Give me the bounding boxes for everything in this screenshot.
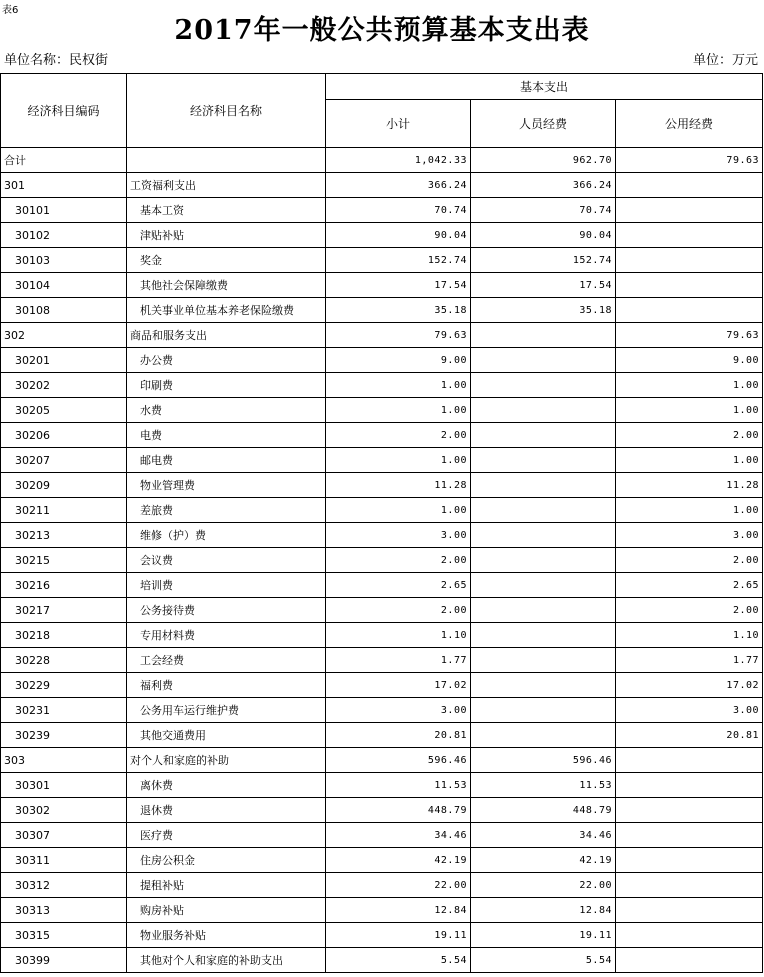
row-name: 医疗费: [127, 823, 326, 848]
row-subtotal: 1.77: [326, 648, 471, 673]
row-public: [616, 273, 763, 298]
table-row: [1, 398, 763, 423]
row-name: 会议费: [127, 548, 326, 573]
row-public: 1.10: [616, 623, 763, 648]
row-code: 30307: [1, 823, 127, 848]
table-row: [1, 198, 763, 223]
row-name: 津贴补贴: [127, 223, 326, 248]
row-public: [616, 948, 763, 973]
row-code: 30231: [1, 698, 127, 723]
row-public: [616, 848, 763, 873]
row-public: [616, 248, 763, 273]
row-public: 1.00: [616, 498, 763, 523]
table-row: [1, 223, 763, 248]
row-personnel: [471, 498, 616, 523]
row-public: 17.02: [616, 673, 763, 698]
table-row: [1, 848, 763, 873]
row-name: 其他交通费用: [127, 723, 326, 748]
row-public: 1.00: [616, 448, 763, 473]
row-subtotal: 1.00: [326, 498, 471, 523]
row-code: 30103: [1, 248, 127, 273]
row-public: [616, 173, 763, 198]
row-code: 合计: [1, 148, 127, 173]
row-subtotal: 9.00: [326, 348, 471, 373]
row-public: 79.63: [616, 323, 763, 348]
row-subtotal: 20.81: [326, 723, 471, 748]
table-row: [1, 423, 763, 448]
row-name: 离休费: [127, 773, 326, 798]
row-subtotal: 79.63: [326, 323, 471, 348]
row-subtotal: 1.10: [326, 623, 471, 648]
table-row: [1, 148, 763, 173]
row-personnel: [471, 598, 616, 623]
row-name: [127, 148, 326, 173]
row-code: 30101: [1, 198, 127, 223]
row-name: 奖金: [127, 248, 326, 273]
row-code: 30313: [1, 898, 127, 923]
row-personnel: 19.11: [471, 923, 616, 948]
row-name: 邮电费: [127, 448, 326, 473]
row-personnel: [471, 323, 616, 348]
row-code: 30206: [1, 423, 127, 448]
row-name: 电费: [127, 423, 326, 448]
table-row: [1, 898, 763, 923]
row-subtotal: 1.00: [326, 448, 471, 473]
row-personnel: [471, 448, 616, 473]
row-personnel: [471, 373, 616, 398]
table-tag: 表6: [2, 5, 19, 16]
table-row: [1, 298, 763, 323]
row-subtotal: 5.54: [326, 948, 471, 973]
row-personnel: 70.74: [471, 198, 616, 223]
row-code: 30218: [1, 623, 127, 648]
row-code: 30209: [1, 473, 127, 498]
row-subtotal: 2.00: [326, 548, 471, 573]
row-public: 2.65: [616, 573, 763, 598]
header-personnel: 人员经费: [471, 100, 616, 148]
row-personnel: 962.70: [471, 148, 616, 173]
row-public: 3.00: [616, 698, 763, 723]
row-code: 30108: [1, 298, 127, 323]
row-personnel: 366.24: [471, 173, 616, 198]
row-code: 30215: [1, 548, 127, 573]
row-code: 30315: [1, 923, 127, 948]
row-public: 20.81: [616, 723, 763, 748]
row-name: 工资福利支出: [127, 173, 326, 198]
unit-name: 单位名称：民权街: [4, 53, 109, 68]
row-subtotal: 42.19: [326, 848, 471, 873]
row-subtotal: 1.00: [326, 373, 471, 398]
row-code: 30312: [1, 873, 127, 898]
table-row: [1, 923, 763, 948]
row-code: 30302: [1, 798, 127, 823]
row-name: 差旅费: [127, 498, 326, 523]
row-subtotal: 17.54: [326, 273, 471, 298]
row-public: 2.00: [616, 548, 763, 573]
row-subtotal: 2.65: [326, 573, 471, 598]
table-row: [1, 548, 763, 573]
table-row: [1, 623, 763, 648]
row-name: 办公费: [127, 348, 326, 373]
table-row: [1, 273, 763, 298]
table-row: [1, 673, 763, 698]
table-row: [1, 448, 763, 473]
row-code: 30211: [1, 498, 127, 523]
row-subtotal: 70.74: [326, 198, 471, 223]
row-personnel: 5.54: [471, 948, 616, 973]
row-code: 302: [1, 323, 127, 348]
table-row: [1, 573, 763, 598]
row-subtotal: 12.84: [326, 898, 471, 923]
row-personnel: [471, 473, 616, 498]
row-subtotal: 11.53: [326, 773, 471, 798]
row-public: 3.00: [616, 523, 763, 548]
row-public: 9.00: [616, 348, 763, 373]
table-row: [1, 323, 763, 348]
row-code: 30201: [1, 348, 127, 373]
row-name: 物业管理费: [127, 473, 326, 498]
row-subtotal: 22.00: [326, 873, 471, 898]
table-row: [1, 523, 763, 548]
table-row: [1, 598, 763, 623]
row-public: [616, 223, 763, 248]
row-name: 基本工资: [127, 198, 326, 223]
header-code: 经济科目编码: [1, 74, 127, 148]
row-code: 30102: [1, 223, 127, 248]
row-public: [616, 873, 763, 898]
row-code: 301: [1, 173, 127, 198]
row-name: 提租补贴: [127, 873, 326, 898]
row-personnel: [471, 423, 616, 448]
row-personnel: 17.54: [471, 273, 616, 298]
row-subtotal: 152.74: [326, 248, 471, 273]
table-row: [1, 348, 763, 373]
row-public: [616, 198, 763, 223]
row-name: 其他对个人和家庭的补助支出: [127, 948, 326, 973]
row-name: 水费: [127, 398, 326, 423]
row-code: 30205: [1, 398, 127, 423]
row-name: 机关事业单位基本养老保险缴费: [127, 298, 326, 323]
row-subtotal: 2.00: [326, 423, 471, 448]
row-name: 培训费: [127, 573, 326, 598]
row-subtotal: 1,042.33: [326, 148, 471, 173]
row-personnel: [471, 548, 616, 573]
row-name: 购房补贴: [127, 898, 326, 923]
row-name: 商品和服务支出: [127, 323, 326, 348]
row-public: 1.00: [616, 373, 763, 398]
row-personnel: [471, 673, 616, 698]
table-row: [1, 773, 763, 798]
row-public: 2.00: [616, 598, 763, 623]
row-name: 住房公积金: [127, 848, 326, 873]
row-public: 1.00: [616, 398, 763, 423]
row-name: 工会经费: [127, 648, 326, 673]
row-name: 物业服务补贴: [127, 923, 326, 948]
row-name: 印刷费: [127, 373, 326, 398]
row-code: 30202: [1, 373, 127, 398]
row-subtotal: 90.04: [326, 223, 471, 248]
row-name: 其他社会保障缴费: [127, 273, 326, 298]
row-subtotal: 3.00: [326, 698, 471, 723]
row-public: [616, 748, 763, 773]
table-row: [1, 948, 763, 973]
row-name: 退休费: [127, 798, 326, 823]
table-row: [1, 498, 763, 523]
row-personnel: [471, 723, 616, 748]
row-personnel: 152.74: [471, 248, 616, 273]
row-code: 30229: [1, 673, 127, 698]
row-personnel: [471, 348, 616, 373]
row-subtotal: 448.79: [326, 798, 471, 823]
row-personnel: [471, 698, 616, 723]
row-personnel: [471, 398, 616, 423]
header-public: 公用经费: [616, 100, 763, 148]
table-row: [1, 748, 763, 773]
row-public: [616, 823, 763, 848]
row-personnel: 22.00: [471, 873, 616, 898]
row-name: 福利费: [127, 673, 326, 698]
row-name: 维修（护）费: [127, 523, 326, 548]
row-public: [616, 298, 763, 323]
unit-label: 单位：万元: [692, 53, 758, 68]
row-name: 公务接待费: [127, 598, 326, 623]
row-code: 30217: [1, 598, 127, 623]
table-row: [1, 698, 763, 723]
row-code: 30228: [1, 648, 127, 673]
table-row: [1, 873, 763, 898]
row-name: 专用材料费: [127, 623, 326, 648]
row-personnel: 596.46: [471, 748, 616, 773]
table-body: [1, 148, 763, 973]
row-personnel: [471, 623, 616, 648]
row-subtotal: 3.00: [326, 523, 471, 548]
row-subtotal: 596.46: [326, 748, 471, 773]
row-public: 1.77: [616, 648, 763, 673]
row-subtotal: 34.46: [326, 823, 471, 848]
row-code: 30216: [1, 573, 127, 598]
row-subtotal: 19.11: [326, 923, 471, 948]
row-public: 79.63: [616, 148, 763, 173]
row-public: 11.28: [616, 473, 763, 498]
row-subtotal: 11.28: [326, 473, 471, 498]
row-code: 303: [1, 748, 127, 773]
table-row: [1, 373, 763, 398]
row-subtotal: 1.00: [326, 398, 471, 423]
row-code: 30207: [1, 448, 127, 473]
row-personnel: [471, 648, 616, 673]
table-row: [1, 248, 763, 273]
row-personnel: 448.79: [471, 798, 616, 823]
table-row: [1, 798, 763, 823]
row-subtotal: 17.02: [326, 673, 471, 698]
page-title: 2017年一般公共预算基本支出表: [174, 15, 590, 46]
row-personnel: 34.46: [471, 823, 616, 848]
row-public: [616, 773, 763, 798]
row-code: 30301: [1, 773, 127, 798]
row-name: 对个人和家庭的补助: [127, 748, 326, 773]
row-personnel: 12.84: [471, 898, 616, 923]
row-public: [616, 898, 763, 923]
header-subtotal: 小计: [326, 100, 471, 148]
row-public: [616, 798, 763, 823]
row-personnel: 90.04: [471, 223, 616, 248]
row-personnel: 35.18: [471, 298, 616, 323]
table-row: [1, 823, 763, 848]
row-public: [616, 923, 763, 948]
table-row: [1, 173, 763, 198]
row-subtotal: 35.18: [326, 298, 471, 323]
budget-table: [0, 73, 763, 973]
table-row: [1, 473, 763, 498]
row-code: 30213: [1, 523, 127, 548]
row-code: 30311: [1, 848, 127, 873]
row-subtotal: 366.24: [326, 173, 471, 198]
row-code: 30104: [1, 273, 127, 298]
row-public: 2.00: [616, 423, 763, 448]
row-personnel: 42.19: [471, 848, 616, 873]
row-code: 30239: [1, 723, 127, 748]
row-personnel: [471, 523, 616, 548]
row-code: 30399: [1, 948, 127, 973]
row-subtotal: 2.00: [326, 598, 471, 623]
header-basic: 基本支出: [326, 74, 763, 100]
table-row: [1, 723, 763, 748]
row-personnel: [471, 573, 616, 598]
row-personnel: 11.53: [471, 773, 616, 798]
table-row: [1, 648, 763, 673]
row-name: 公务用车运行维护费: [127, 698, 326, 723]
header-name: 经济科目名称: [127, 74, 326, 148]
